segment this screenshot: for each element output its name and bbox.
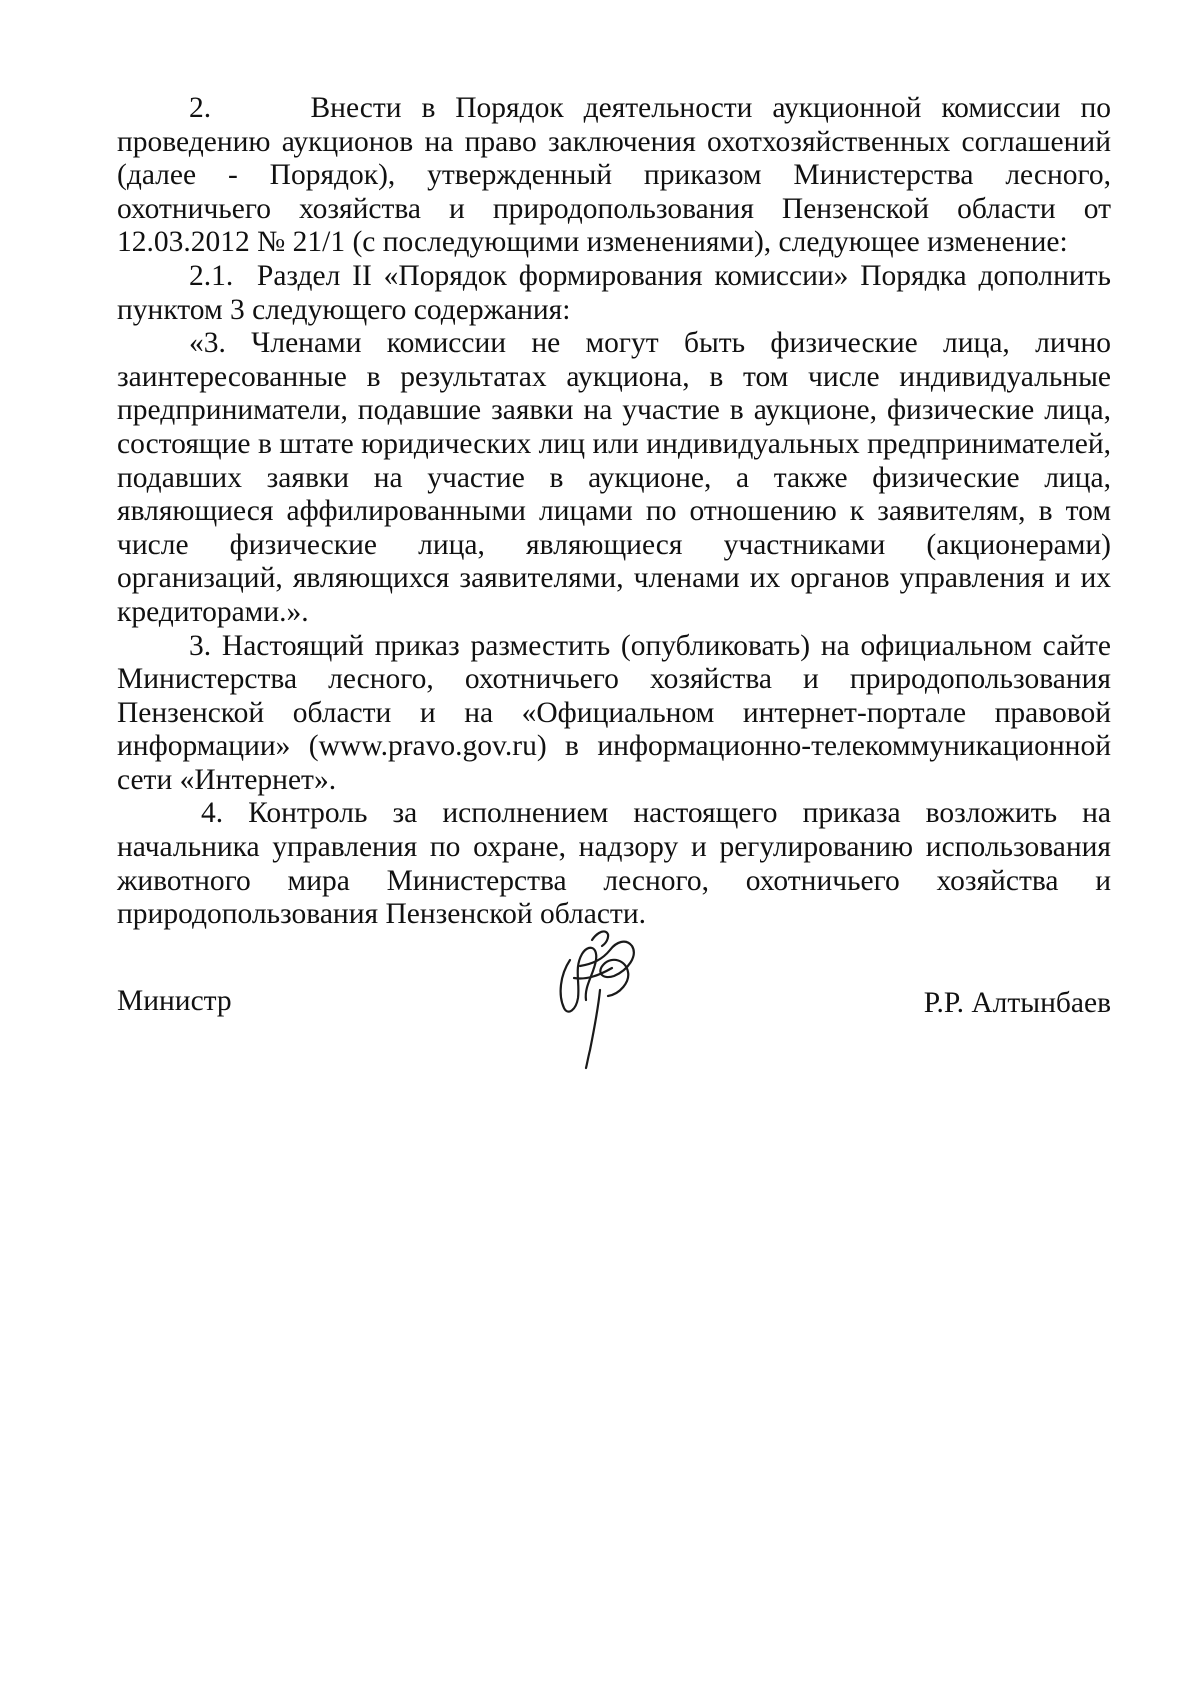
signatory-name: Р.Р. Алтынбаев	[923, 987, 1111, 1019]
document-body	[117, 92, 1111, 932]
signatory-title: Министр	[117, 985, 232, 1017]
paragraph-item-3: 3. Настоящий приказ разместить (опубликовать) на официальном сайте Министерства лесного, охотничьего хозяйства и природопользования Пензенской области и на «Официальном интернет-портале правовой информации» (www.pravo.gov.ru) в информационно-телекоммуникационной сети «Интернет».	[117, 629, 1111, 796]
paragraph-item-4: 4. Контроль за исполнением настоящего приказа возложить на начальника управления по охране, надзору и регулированию использования животного мира Министерства лесного, охотничьего хозяйства и природопользования Пензенской области.	[117, 797, 1111, 931]
paragraph-item-2: 2. Внести в Порядок деятельности аукционной комиссии по проведению аукционов на право заключения охотхозяйственных соглашений (далее - Порядок), утвержденный приказом Министерства лесного, охотничьего хозяйства и природопользования Пензенской области от 12.03.2012 № 21/1 (с последующими изменениями), следующее изменение:	[117, 92, 1111, 259]
paragraph-quoted-clause-3: «3. Членами комиссии не могут быть физические лица, лично заинтересованные в результатах аукциона, в том числе индивидуальные предприниматели, подавшие заявки на участие в аукционе, физические лица, состоящие в штате юридических лиц или индивидуальных предпринимателей, подавших заявки на участие в аукционе, а также физические лица, являющиеся аффилированными лицами по отношению к заявителям, в том числе физические лица, являющиеся участниками (акционерами) организаций, являющихся заявителями, членами их органов управления и их кредиторами.».	[117, 327, 1111, 628]
paragraph-item-2-1: 2.1. Раздел II «Порядок формирования комиссии» Порядка дополнить пунктом 3 следующего содержания:	[117, 259, 1111, 326]
handwritten-signature-icon	[540, 920, 650, 1070]
